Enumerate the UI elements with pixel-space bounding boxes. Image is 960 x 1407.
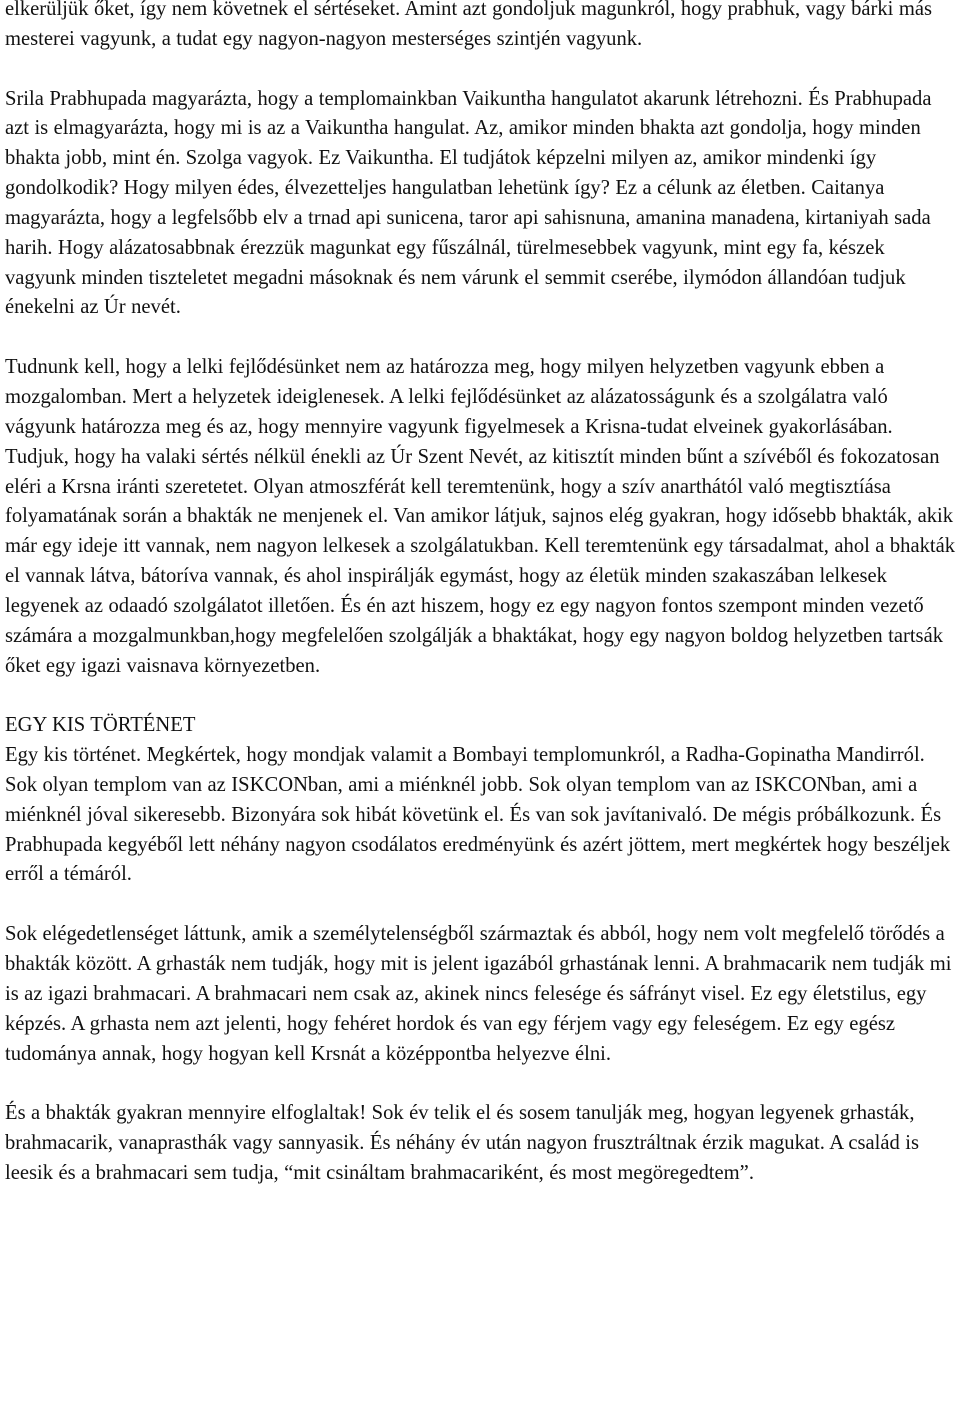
paragraph-intro-continued: elkerüljük őket, így nem követnek el sértéseket. Amint azt gondoljuk magunkról, hogy prabhuk, vagy bárki más mesterei vagyunk, a tudat egy nagyon-nagyon mesterséges szintjén vagyunk. (5, 0, 933, 50)
paragraph-gap (5, 681, 957, 711)
paragraph-gap (5, 323, 957, 353)
paragraph-gap (5, 1069, 957, 1099)
document-page (5, 0, 957, 1189)
paragraph-gap (5, 890, 957, 920)
paragraph-spiritual-progress: Tudnunk kell, hogy a lelki fejlődésünket nem az határozza meg, hogy milyen helyzetben vagyunk ebben a mozgalomban. Mert a helyzetek ideiglenesek. A lelki fejlődésünket az alázatosságunk és a szolgálatra való vágyunk határozza meg és az, hogy mennyire vagyunk figyelmesek a Krisna-tudat elveinek gyakorlásában. Tudjuk, hogy ha valaki sértés nélkül énekli az Úr Szent Nevét, az kitisztít minden bűnt a szívéből és fokozatosan eléri a Krsna iránti szeretetet. Olyan atmoszférát kell teremtenünk, hogy a szív anarthától való megtisztíása folyamatának során a bhakták ne menjenek el. Van amikor látjuk, sajnos elég gyakran, hogy idősebb bhakták, akik már egy ideje itt vannak, nem nagyon lelkesek a szolgálatukban. Kell teremtenünk egy társadalmat, ahol a bhakták el vannak látva, bátoríva vannak, és ahol inspirálják egymást, hogy az életük minden szakaszában lelkesek legyenek az odaadó szolgálatot illetően. És én azt hiszem, hogy ez egy nagyon fontos szempont minden vezető számára a mozgalmunkban,hogy megfelelően szolgálják a bhaktákat, hogy egy nagyon boldog helyzetben tartsák őket egy igazi vaisnava környezetben. (5, 356, 956, 677)
paragraph-busy-devotees: És a bhakták gyakran mennyire elfoglaltak! Sok év telik el és sosem tanulják meg, hogyan legyenek grhasták, brahmacarik, vanaprasthák vagy sannyasik. És néhány év után nagyon frusztráltnak érzik magukat. A család is leesik és a brahmacari sem tudja, “mit csináltam brahmacariként, és most megöregedtem”. (5, 1102, 920, 1184)
paragraph-story: Egy kis történet. Megkértek, hogy mondjak valamit a Bombayi templomunkról, a Radha-Gopinatha Mandirról. Sok olyan templom van az ISKCONban, ami a miénknél jobb. Sok olyan templom van az ISKCONban, ami a miénknél jóval sikeresebb. Bizonyára sok hibát követünk el. És van sok javítanivaló. De mégis próbálkozunk. És Prabhupada kegyéből lett néhány nagyon csodálatos eredményünk és azért jöttem, mert megkértek hogy beszéljek erről a témáról. (5, 744, 951, 886)
paragraph-dissatisfaction: Sok elégedetlenséget láttunk, amik a személytelenségből származtak és abból, hogy nem volt megfelelő törődés a bhakták között. A grhasták nem tudják, hogy mit is jelent igazából grhastának lenni. A brahmacarik nem tudják mi is az igazi brahmacari. A brahmacari nem csak az, akinek nincs felesége és sáfrányt visel. Ez egy életstilus, egy képzés. A grhasta nem azt jelenti, hogy fehéret hordok és van egy férjem vagy egy feleségem. Ez egy egész tudománya annak, hogy hogyan kell Krsnát a középpontba helyezve élni. (5, 923, 952, 1065)
paragraph-gap (5, 55, 957, 85)
section-heading: EGY KIS TÖRTÉNET (5, 714, 196, 737)
paragraph-vaikuntha: Srila Prabhupada magyarázta, hogy a templomainkban Vaikuntha hangulatot akarunk létrehozni. És Prabhupada azt is elmagyarázta, hogy mi is az a Vaikuntha hangulat. Az, amikor minden bhakta azt gondolja, hogy minden bhakta jobb, mint én. Szolga vagyok. Ez Vaikuntha. El tudjátok képzelni milyen az, amikor mindenki így gondolkodik? Hogy milyen édes, élvezetteljes hangulatban lehetünk így? Ez a célunk az életben. Caitanya magyarázta, hogy a legfelsőbb elv a trnad api sunicena, taror api sahisnuna, amanina manadena, kirtaniyah sada harih. Hogy alázatosabbnak érezzük magunkat egy fűszálnál, türelmesebbek vagyunk, mint egy fa, készek vagyunk minden tiszteletet megadni másoknak és nem várunk el semmit cserébe, ilymódon állandóan tudjuk énekelni az Úr nevét. (5, 87, 932, 319)
